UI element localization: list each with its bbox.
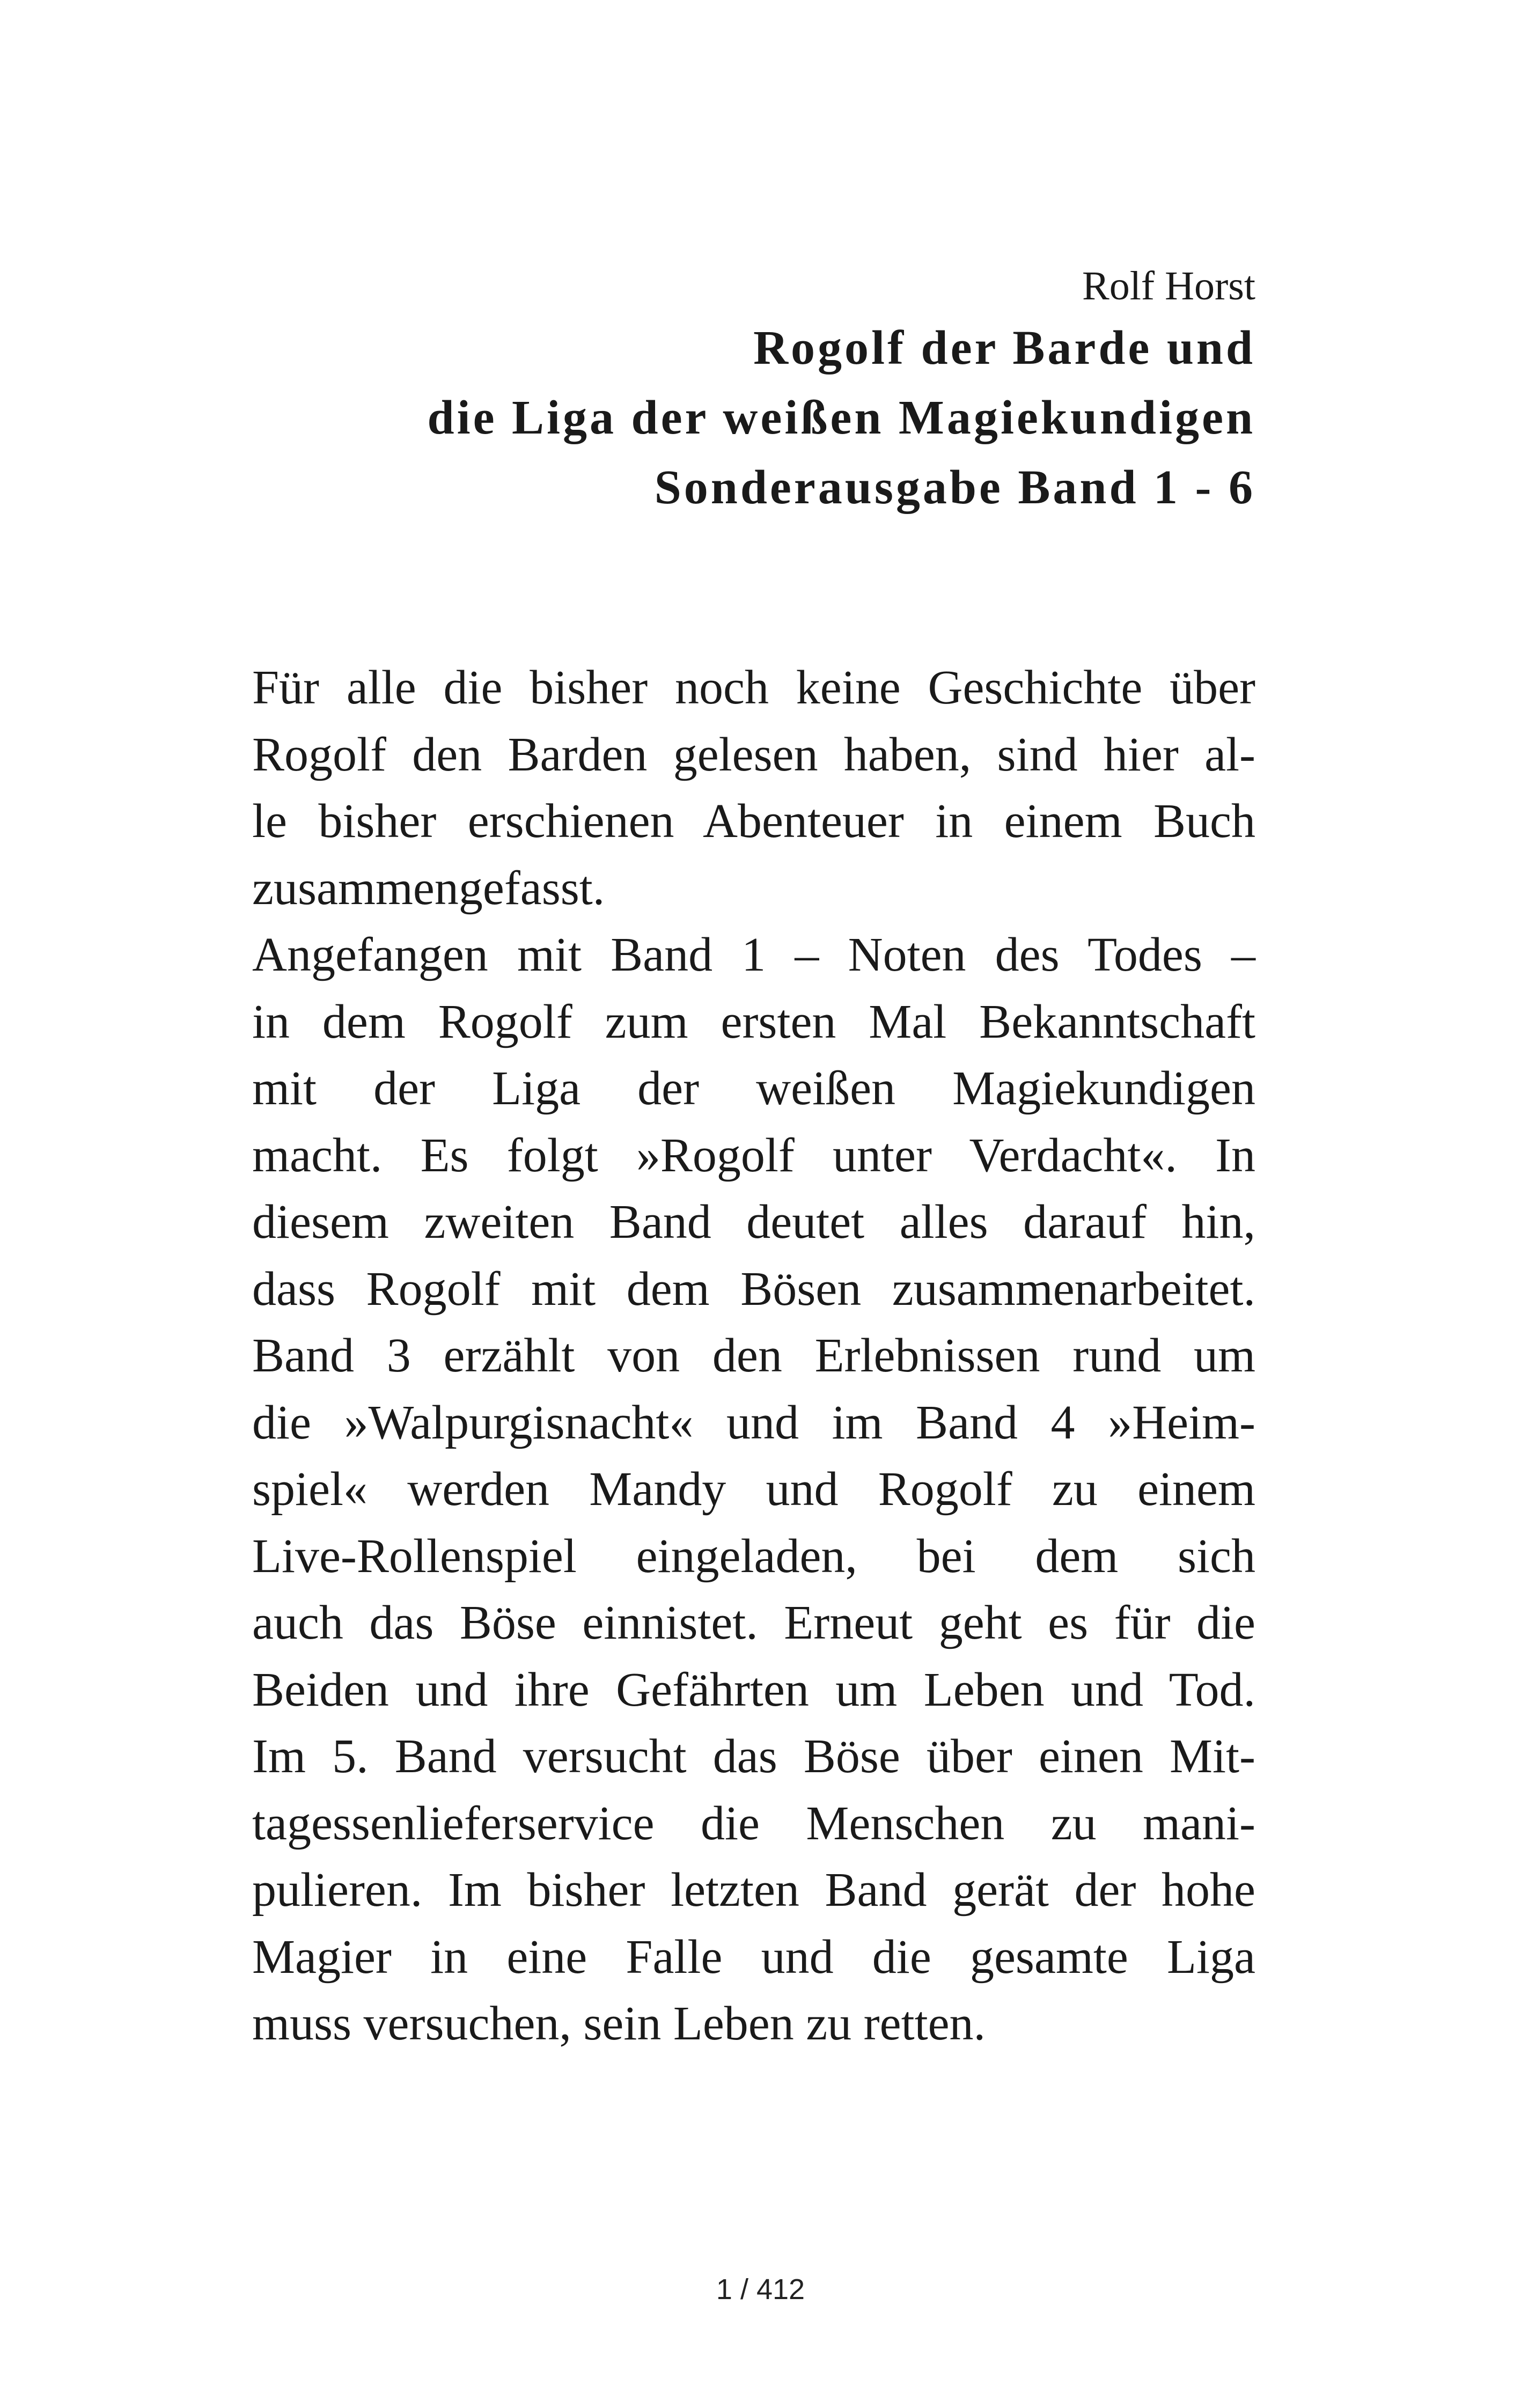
book-title-line-1: Rogolf der Barde und [753, 321, 1255, 375]
text-line: Für alle die bisher noch keine Geschichte über [252, 661, 1255, 714]
text-line: dass Rogolf mit dem Bösen zusammenarbeitet. [252, 1262, 1255, 1316]
blurb-text [252, 655, 1255, 2058]
book-subtitle: Sonderausgabe Band 1 - 6 [654, 461, 1255, 514]
text-line: spiel« werden Mandy und Rogolf zu einem [252, 1463, 1255, 1516]
text-line: Im 5. Band versucht das Böse über einen Mit- [252, 1730, 1255, 1783]
text-line: tagessenlieferservice die Menschen zu mani- [252, 1796, 1255, 1850]
paragraph-summary [252, 922, 1255, 2058]
text-line: Magier in eine Falle und die gesamte Liga [252, 1930, 1255, 1984]
text-line: mit der Liga der weißen Magiekundigen [252, 1062, 1255, 1115]
text-line: le bisher erschienen Abenteuer in einem Buch [252, 795, 1255, 848]
paragraph-intro [252, 655, 1255, 922]
text-line: diesem zweiten Band deutet alles darauf hin, [252, 1195, 1255, 1249]
text-line: macht. Es folgt »Rogolf unter Verdacht«. In [252, 1128, 1255, 1182]
author-name: Rolf Horst [1082, 263, 1255, 309]
text-line: Rogolf den Barden gelesen haben, sind hier al- [252, 728, 1255, 781]
text-line: in dem Rogolf zum ersten Mal Bekanntschaft [252, 995, 1255, 1048]
text-line: muss versuchen, sein Leben zu retten. [252, 1997, 986, 2050]
page-indicator: 1 / 412 [716, 2273, 805, 2306]
text-line: Angefangen mit Band 1 – Noten des Todes – [252, 928, 1255, 981]
book-title-line-2: die Liga der weißen Magiekundigen [427, 391, 1255, 444]
text-line: Band 3 erzählt von den Erlebnissen rund um [252, 1329, 1255, 1382]
text-line: die »Walpurgisnacht« und im Band 4 »Heim- [252, 1396, 1255, 1449]
text-line: pulieren. Im bisher letzten Band gerät der hohe [252, 1863, 1255, 1917]
text-line: auch das Böse einnistet. Erneut geht es für die [252, 1596, 1255, 1649]
text-line: zusammengefasst. [252, 861, 605, 915]
text-line: Live-Rollenspiel eingeladen, bei dem sich [252, 1529, 1255, 1583]
text-line: Beiden und ihre Gefährten um Leben und Tod. [252, 1663, 1255, 1716]
title-block [252, 259, 1255, 523]
